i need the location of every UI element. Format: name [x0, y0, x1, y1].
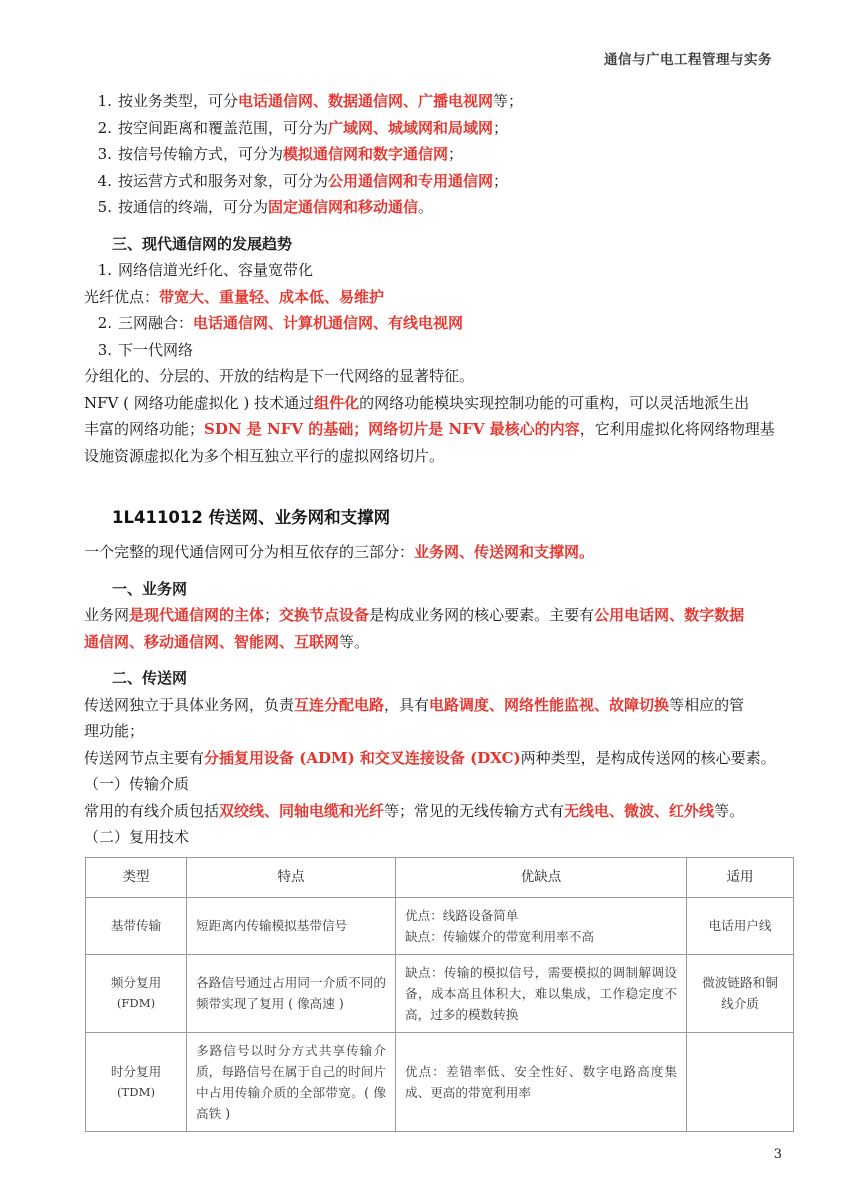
- ngn-description: 分组化的、分层的、开放的结构是下一代网络的显著特征。: [84, 367, 475, 385]
- list-item-lead: 按业务类型，可分: [118, 92, 239, 110]
- cell-type: [86, 954, 187, 1032]
- nfv-line2-lead: 丰富的网络功能；: [84, 420, 205, 438]
- cell-type-abbrev: (TDM): [117, 1084, 155, 1099]
- trend-item-2-lead: 三网融合：: [118, 314, 194, 332]
- cell-type: [86, 897, 187, 954]
- trn-l1-b: ，具有: [384, 695, 430, 714]
- list-item: [118, 141, 774, 168]
- medium-highlight-2: 无线电、微波、红外线: [564, 801, 715, 820]
- list-item-lead: 按空间距离和覆盖范围，可分为: [118, 118, 329, 137]
- heading-service-network: 一、业务网: [112, 579, 188, 598]
- svc-l1-c: 是构成业务网的核心要素。主要有: [369, 606, 595, 624]
- list-item-highlight: 公用通信网和专用通信网: [328, 171, 494, 190]
- column-header-type: 类型: [86, 857, 187, 897]
- trend-item-3-number: 3.: [97, 340, 112, 359]
- cell-use: 电话用户线: [687, 897, 794, 954]
- cell-type-main: 基带传输: [110, 918, 162, 933]
- list-item-tail: 。: [418, 198, 434, 216]
- list-item-lead: 按运营方式和服务对象，可分为: [118, 171, 329, 190]
- table-row: [86, 1032, 794, 1131]
- list-item: [118, 194, 774, 221]
- cell-pros-cons: 缺点：传输的模拟信号，需要模拟的调制解调设备，成本高且体积大，难以集成，工作稳定度不高，过多的模数转换: [396, 954, 687, 1032]
- table-header-row: [86, 857, 794, 897]
- trn-l3-b: 两种类型，是构成传送网的核心要素。: [520, 748, 776, 767]
- table-row: [86, 897, 794, 954]
- nfv-paragraph-line-2: [84, 416, 774, 443]
- multiplexing-table: [85, 857, 794, 1132]
- section-intro-highlight: 业务网、传送网和支撑网。: [414, 543, 595, 561]
- classification-list: [84, 88, 774, 221]
- trend-item-1-text: 网络信道光纤化、容量宽带化: [118, 261, 314, 279]
- trend-item-2-number: 2.: [97, 314, 112, 332]
- svc-l2-highlight: 通信网、移动通信网、智能网、互联网: [84, 632, 340, 651]
- list-item-highlight: 固定通信网和移动通信: [268, 198, 419, 216]
- svc-l1-b: ；: [264, 606, 280, 624]
- list-item-lead: 按通信的终端，可分为: [118, 198, 269, 216]
- cell-feature: 短距离内传输模拟基带信号: [187, 897, 396, 954]
- trend-item-3: [97, 337, 774, 364]
- column-header-use: 适用: [687, 857, 794, 897]
- transport-network-line-3: [84, 745, 774, 772]
- list-item-highlight: 模拟通信网和数字通信网: [283, 145, 449, 163]
- list-item-tail: ；: [493, 118, 509, 137]
- transport-network-line-1: [84, 692, 774, 719]
- cons-line: 缺点：传输媒介的带宽利用率不高: [405, 928, 594, 944]
- heading-transport-network: 二、传送网: [112, 669, 188, 687]
- subsection-transmission-medium-title: （一）传输介质: [84, 775, 190, 793]
- list-item-tail: ；: [493, 171, 509, 190]
- service-network-line-2: [84, 629, 774, 656]
- nfv-line2-highlight: SDN 是 NFV 的基础；网络切片是 NFV 最核心的内容: [204, 420, 580, 438]
- svc-l1-highlight-1: 是现代通信网的主体: [129, 606, 265, 624]
- cell-type: [86, 1032, 187, 1131]
- nfv-paragraph-line-3: 设施资源虚拟化为多个相互独立平行的虚拟网络切片。: [84, 446, 445, 465]
- svc-l1-highlight-2: 交换节点设备: [279, 606, 370, 624]
- section-intro-lead: 一个完整的现代通信网可分为相互依存的三部分：: [84, 543, 415, 561]
- page-number: 3: [773, 1147, 782, 1162]
- trend-item-1-number: 1.: [97, 261, 112, 279]
- trn-l1-highlight-2: 电路调度、网络性能监视、故障切换: [429, 695, 670, 714]
- trend-item-1: [97, 257, 774, 284]
- medium-c: 等。: [714, 801, 745, 820]
- fiber-advantages-highlight: 带宽大、重量轻、成本低、易维护: [159, 287, 385, 306]
- list-item-lead: 按信号传输方式，可分为: [118, 145, 284, 163]
- service-network-line-1: [84, 602, 774, 629]
- trn-l1-highlight-1: 互连分配电路: [294, 695, 385, 714]
- running-head: 通信与广电工程管理与实务: [604, 52, 772, 68]
- transmission-medium-text: [84, 798, 774, 825]
- trend-item-2-highlight: 电话通信网、计算机通信网、有线电视网: [193, 314, 464, 332]
- column-header-pros-cons: 优缺点: [396, 857, 687, 897]
- pros-line: 优点：线路设备简单: [405, 907, 519, 923]
- trn-l3-highlight: 分插复用设备 (ADM) 和交叉连接设备 (DXC): [204, 748, 521, 767]
- nfv-line1-tail: 的网络功能模块实现控制功能的可重构，可以灵活地派生出: [359, 393, 750, 412]
- spacer: [84, 469, 774, 503]
- svc-l1-highlight-3: 公用电话网、数字数据: [594, 606, 745, 624]
- section-title: 1L411012 传送网、业务网和支撑网: [112, 508, 391, 527]
- svc-l1-a: 业务网: [84, 606, 130, 624]
- section-intro: [84, 539, 774, 566]
- nfv-paragraph-line-1: [84, 390, 774, 417]
- medium-a: 常用的有线介质包括: [84, 801, 220, 820]
- list-item-highlight: 广域网、城域网和局域网: [328, 118, 494, 137]
- subsection-multiplexing-title: （二）复用技术: [84, 828, 190, 846]
- medium-highlight-1: 双绞线、同轴电缆和光纤: [219, 801, 385, 820]
- trend-item-2: [97, 310, 774, 337]
- nfv-line1-lead: NFV ( 网络功能虚拟化 ) 技术通过: [84, 393, 315, 412]
- cell-type-abbrev: (FDM): [116, 996, 156, 1010]
- medium-b: 等；常见的无线传输方式有: [384, 801, 565, 820]
- fiber-advantages-line: [84, 284, 774, 311]
- transport-network-line-2: 理功能；: [84, 722, 145, 740]
- cell-feature: 多路信号以时分方式共享传输介质，每路信号在属于自己的时间片中占用传输介质的全部带宽。( 像高铁 ): [187, 1032, 396, 1131]
- column-header-feature: 特点: [187, 857, 396, 897]
- trn-l3-a: 传送网节点主要有: [84, 748, 205, 767]
- list-item-highlight: 电话通信网、数据通信网、广播电视网: [238, 92, 494, 110]
- cell-type-main: 频分复用: [110, 975, 162, 990]
- list-item-tail: 等；: [493, 92, 524, 110]
- cell-pros-cons: 优点：差错率低、安全性好、数字电路高度集成、更高的带宽利用率: [396, 1032, 687, 1131]
- table-head: [86, 857, 794, 897]
- trn-l1-a: 传送网独立于具体业务网，负责: [84, 695, 295, 714]
- cell-use: 微波链路和铜线介质: [687, 954, 794, 1032]
- nfv-line1-highlight: 组件化: [314, 393, 360, 412]
- cell-feature: 各路信号通过占用同一介质不同的频带实现了复用 ( 像高速 ): [187, 954, 396, 1032]
- trend-item-3-text: 下一代网络: [118, 340, 194, 359]
- heading-trend: 三、现代通信网的发展趋势: [112, 234, 293, 253]
- list-item: [118, 88, 774, 115]
- cell-pros-cons: [396, 897, 687, 954]
- cell-use: [687, 1032, 794, 1131]
- trn-l1-c: 等相应的管: [669, 695, 745, 714]
- table-body: [86, 897, 794, 1131]
- list-item-tail: ；: [448, 145, 464, 163]
- list-item: [118, 168, 774, 195]
- svc-l2-tail: 等。: [339, 632, 370, 651]
- table-row: [86, 954, 794, 1032]
- list-item: [118, 115, 774, 142]
- nfv-line2-tail: ，它利用虚拟化将网络物理基: [579, 420, 775, 438]
- page-content: [84, 88, 778, 1132]
- cell-type-main: 时分复用: [110, 1063, 162, 1079]
- fiber-advantages-label: 光纤优点：: [84, 287, 160, 306]
